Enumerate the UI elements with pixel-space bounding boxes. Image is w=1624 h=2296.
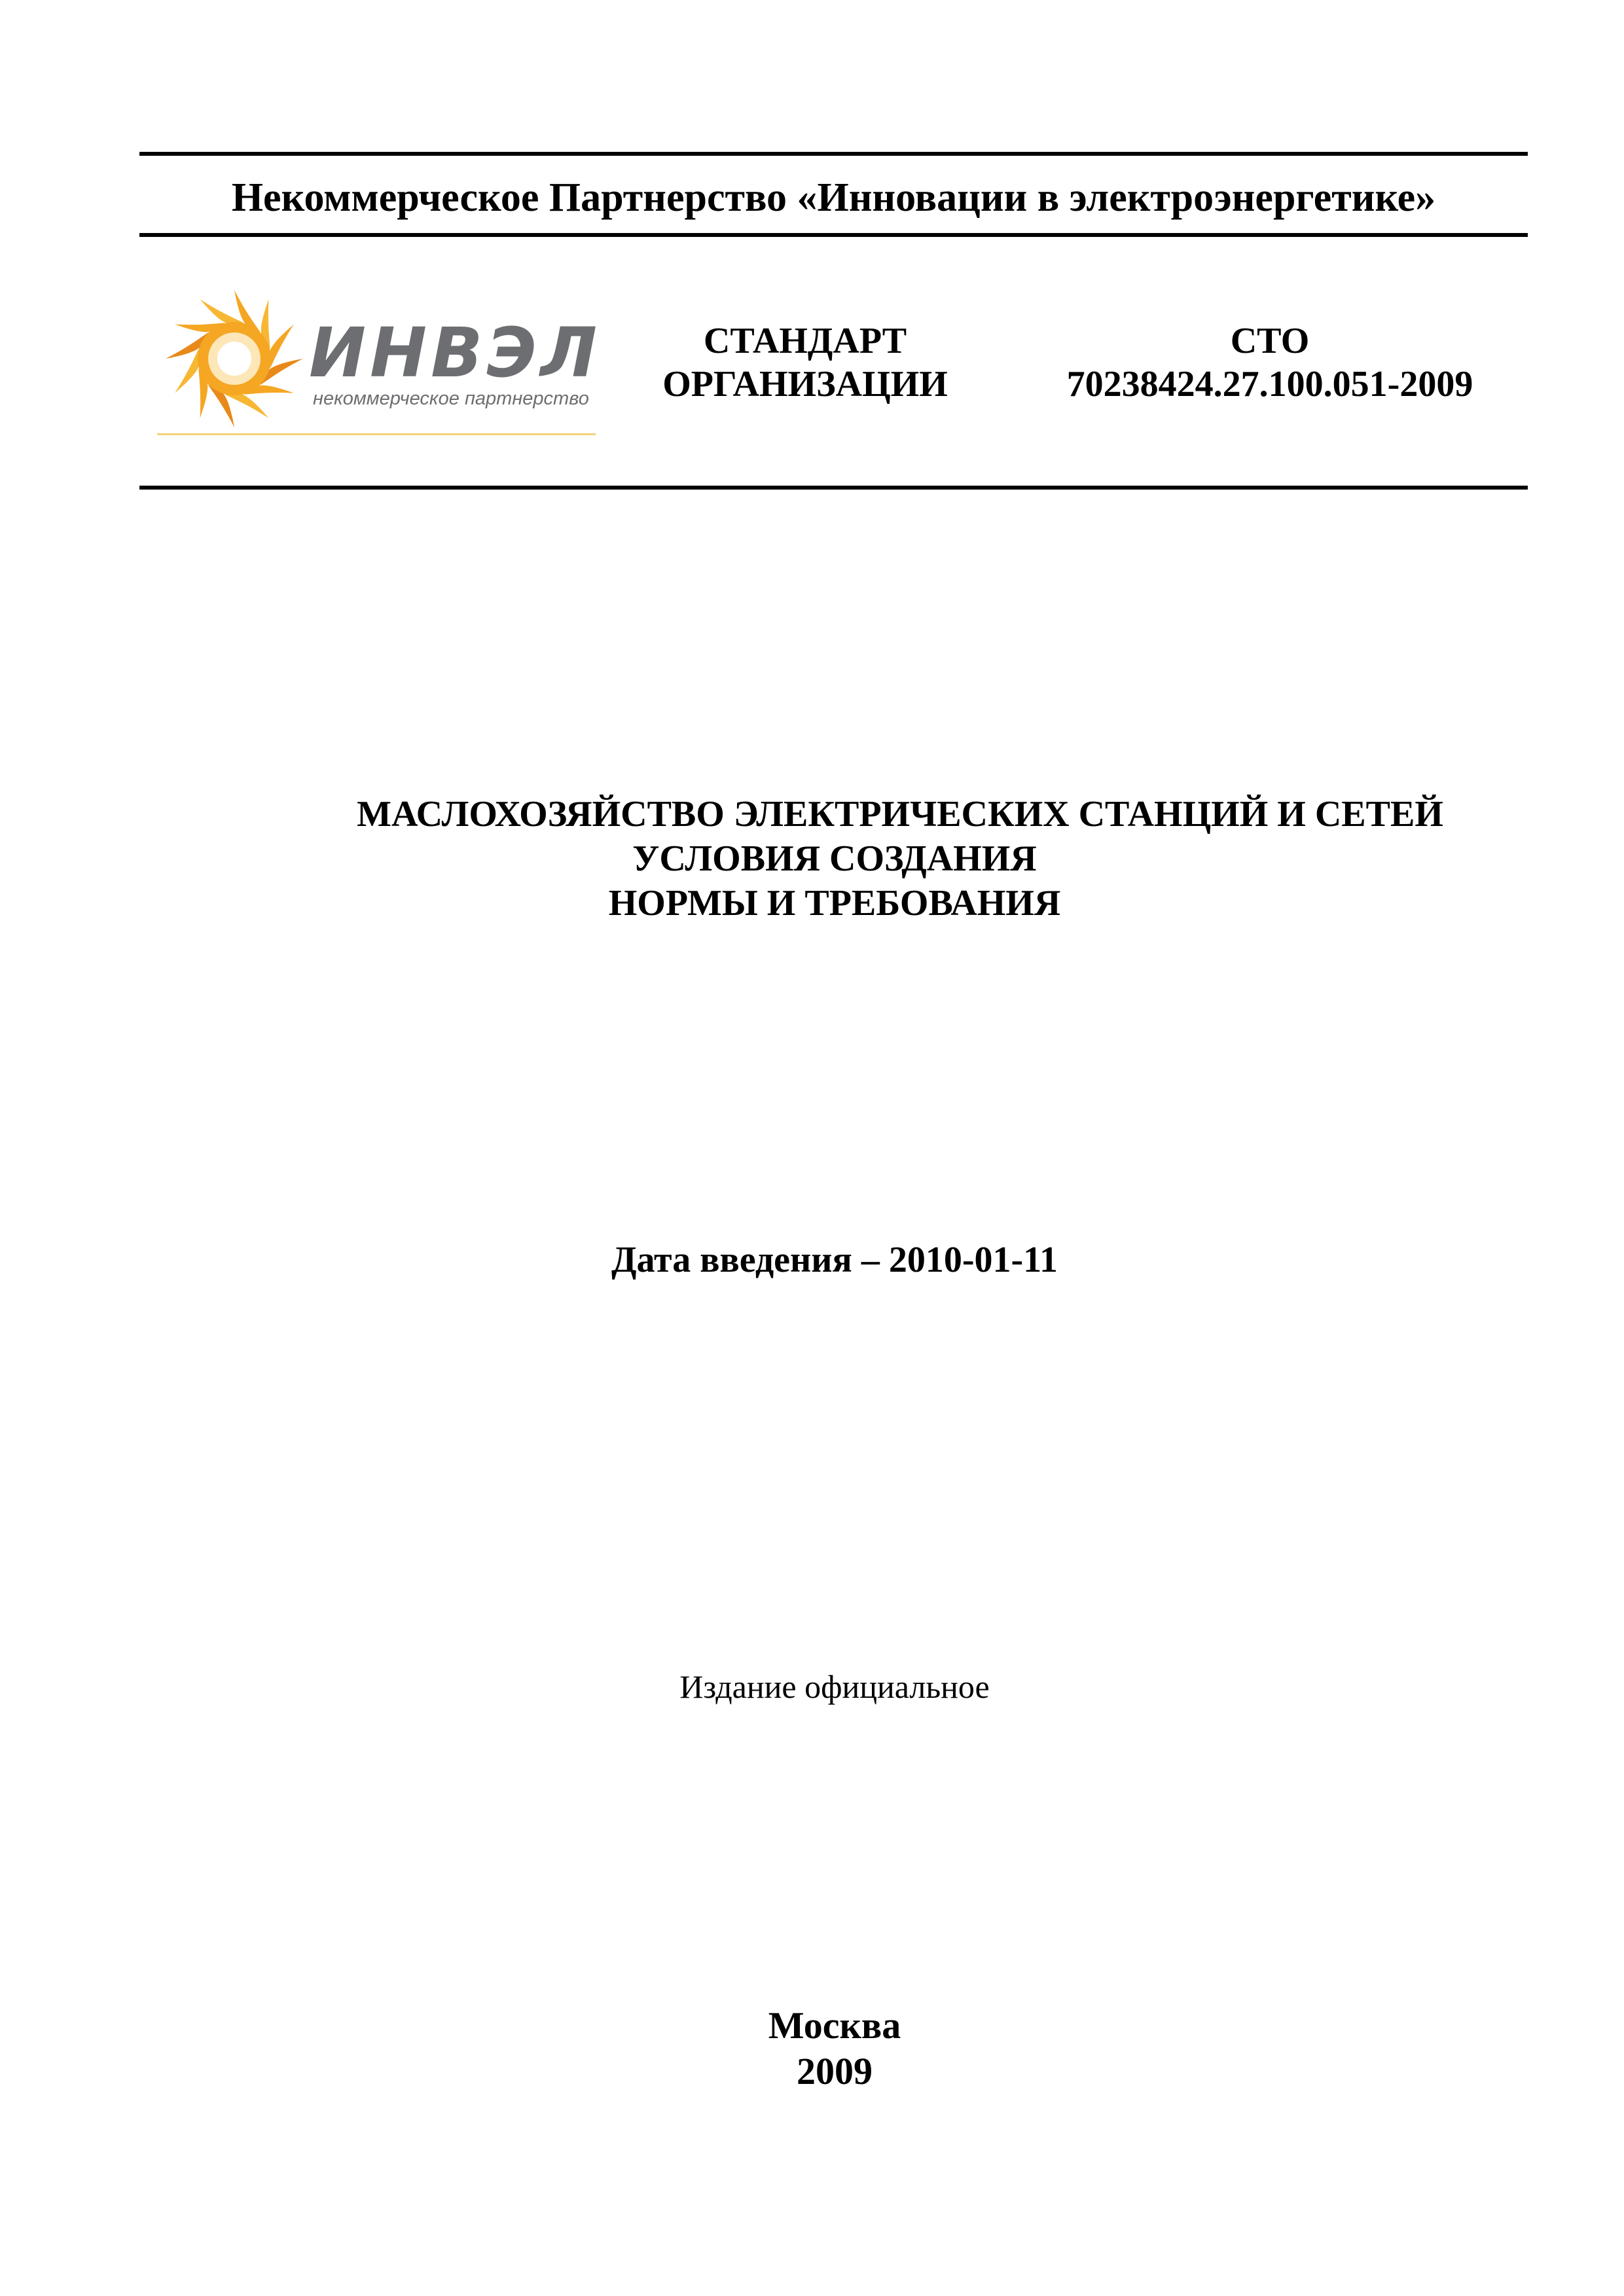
invel-logo [157,281,602,445]
logo-tagline: некоммерческое партнерство [313,388,589,409]
imprint-city: Москва [768,2004,901,2047]
logo-underline [157,433,596,435]
standard-code-prefix: СТО [1230,321,1310,361]
logo-wordmark: ИНВЭЛ [309,313,602,393]
standard-rule [139,486,1528,490]
standard-code-number: 70238424.27.100.051-2009 [1066,364,1473,404]
title-line-2: УСЛОВИЯ СОЗДАНИЯ [632,838,1037,879]
title-line-3: НОРМЫ И ТРЕБОВАНИЯ [608,883,1061,924]
title-line-1: МАСЛОХОЗЯЙСТВО ЭЛЕКТРИЧЕСКИХ СТАНЦИЙ И СЕТЕЙ [357,794,1443,834]
standard-type-line2: ОРГАНИЗАЦИИ [662,364,948,404]
imprint-year: 2009 [797,2050,873,2092]
document-title [262,792,1538,925]
imprint [262,2003,1407,2094]
organization-title: Некоммерческое Партнерство «Инновации в электроэнергетике» [231,175,1436,220]
standard-type-line1: СТАНДАРТ [703,321,907,361]
standard-code [1041,319,1499,406]
standard-type [655,319,956,406]
introduction-date: Дата введения – 2010-01-11 [611,1240,1058,1280]
edition-note: Издание официальное [679,1668,990,1705]
header-rule [139,233,1528,237]
top-rule [139,152,1528,156]
sun-icon [162,286,307,431]
